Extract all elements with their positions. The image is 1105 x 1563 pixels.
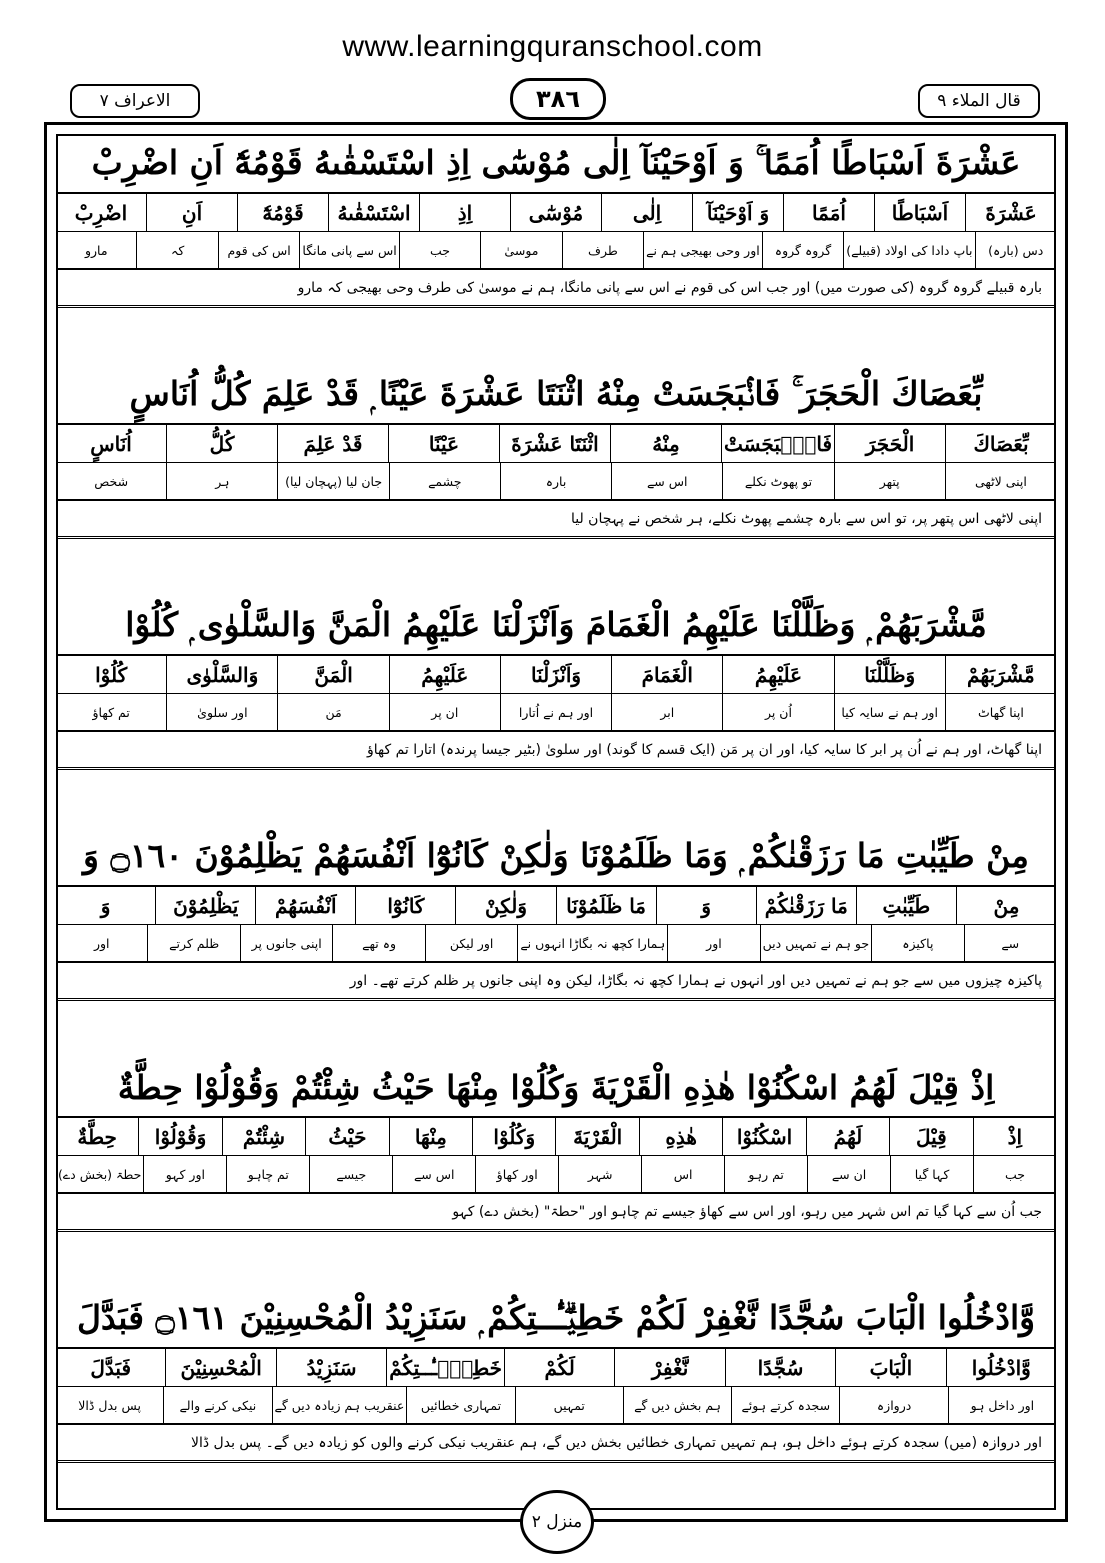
meaning-cell: اور لیکن [425, 925, 517, 961]
word-row [56, 887, 1056, 925]
meaning-cell: اور ہم نے سایہ کیا [834, 694, 945, 730]
meaning-cell: موسیٰ [480, 232, 561, 268]
word-cell: بِّعَصَاكَ [945, 425, 1056, 462]
word-cell: عَلَيْهِمُ [389, 656, 500, 693]
meaning-cell: سے [964, 925, 1056, 961]
meaning-cell: ظلم کرتے [147, 925, 239, 961]
meaning-cell: اور داخل ہو [948, 1387, 1056, 1423]
word-cell: وَّادْخُلُوا [946, 1349, 1056, 1386]
meaning-cell: ہمارا کچھ نہ بگاڑا انہوں نے [517, 925, 667, 961]
word-cell: حَيْثُ [305, 1118, 388, 1155]
meaning-cell: اور [667, 925, 759, 961]
word-cell: اسْكُنُوْا [722, 1118, 805, 1155]
word-cell: وَ [100, 893, 111, 918]
meaning-cell: باپ دادا کی اولاد (قبیلے) [843, 232, 974, 268]
translation-text: پاکیزہ چیزوں میں سے جو ہم نے تمہیں دیں اور انہوں نے ہمارا کچھ نہ بگاڑا، لیکن وہ اپنی جانوں پر ظلم کرتے تھے۔ اور [56, 963, 1056, 1001]
meaning-cell: اس سے پانی مانگا [299, 232, 398, 268]
word-cell: نَّغْفِرْ [614, 1349, 724, 1386]
word-cell: وَقُوْلُوْا [138, 1118, 221, 1155]
meaning-cell: جان لیا (پہچان لیا) [277, 463, 388, 499]
word-cell: الْقَرْيَةَ [555, 1118, 638, 1155]
word-cell: مِنْهُ [610, 425, 721, 462]
word-cell: كُلُوْا [95, 662, 128, 687]
meaning-cell: اس سے [611, 463, 722, 499]
word-cell: قِيْلَ [889, 1118, 972, 1155]
meaning-row [56, 232, 1056, 270]
meaning-row [56, 1156, 1056, 1194]
translation-text: بارہ قبیلے گروہ گروہ (کی صورت میں) اور جب اس کی قوم نے اس سے پانی مانگا، ہم نے موسیٰ کی طرف وحی بھیجی کہ مارو [56, 270, 1056, 308]
meaning-cell: اور کھاؤ [475, 1156, 558, 1192]
manzil-badge: منزل ٢ [520, 1490, 594, 1554]
meaning-cell: بارہ [500, 463, 611, 499]
meaning-cell: تمہیں [515, 1387, 623, 1423]
word-cell: وَلٰكِنْ [455, 887, 555, 924]
word-cell: الْغَمَامَ [611, 656, 722, 693]
word-cell: وَاَنْزَلْنَا [500, 656, 611, 693]
site-url: www.learningquranschool.com [342, 30, 763, 63]
word-cell: فَبَدَّلَ [90, 1355, 132, 1380]
word-cell: الْحَجَرَ [834, 425, 945, 462]
word-row [56, 194, 1056, 232]
meaning-cell: ہر [166, 463, 277, 499]
meaning-cell: اپنا گھاٹ [945, 694, 1056, 730]
surah-label: الاعراف ٧ [70, 84, 200, 118]
meaning-cell: ہم بخش دیں گے [623, 1387, 731, 1423]
verse-section-3 [56, 596, 1056, 770]
meaning-cell: کہ [136, 232, 217, 268]
meaning-cell: طرف [562, 232, 643, 268]
verse-text: بِّعَصَاكَ الْحَجَرَ ۚ فَانْۢبَجَسَتْ مِنْهُ اثْنَتَا عَشْرَةَ عَيْنًا ۭ قَدْ عَلِمَ كُلُّ اُنَاسٍ [56, 365, 1056, 425]
verse-section-2 [56, 365, 1056, 539]
translation-text: جب اُن سے کہا گیا تم اس شہر میں رہو، اور اس سے کھاؤ جیسے تم چاہو اور "حطۃ" (بخش دے) کہو [56, 1194, 1056, 1232]
meaning-cell: عنقریب ہم زیادہ دیں گے [272, 1387, 407, 1423]
word-cell: مَّشْرَبَهُمْ [945, 656, 1056, 693]
meaning-cell: تو پھوٹ نکلے [722, 463, 833, 499]
meaning-cell: اور وحی بھیجی ہم نے [643, 232, 762, 268]
meaning-cell: سجدہ کرتے ہوئے [731, 1387, 839, 1423]
meaning-cell: مارو [84, 242, 108, 258]
meaning-cell: ابر [611, 694, 722, 730]
meaning-cell: ان سے [807, 1156, 890, 1192]
meaning-cell: حطۃ (بخش دے) [57, 1166, 142, 1182]
word-cell: سُجَّدًا [725, 1349, 835, 1386]
word-cell: اضْرِبْ [74, 200, 128, 225]
meaning-cell: نیکی کرنے والے [163, 1387, 271, 1423]
word-cell: وَ اَوْحَيْنَآ [692, 194, 783, 231]
word-cell: مِنْهَا [389, 1118, 472, 1155]
word-cell: قَدْ عَلِمَ [277, 425, 388, 462]
meaning-row [56, 1387, 1056, 1425]
verse-text: مَّشْرَبَهُمْ ۭ وَظَلَّلْنَا عَلَيْهِمُ الْغَمَامَ وَاَنْزَلْنَا عَلَيْهِمُ الْمَنَّ وَالسَّلْوٰى ۭ كُلُوْا [56, 596, 1056, 656]
meaning-cell: اور کہو [143, 1156, 226, 1192]
meaning-cell: اپنی لاٹھی [945, 463, 1056, 499]
word-cell: كُلُّ [166, 425, 277, 462]
meaning-cell: پاکیزہ [871, 925, 963, 961]
word-cell: عَشْرَةَ [965, 194, 1056, 231]
meaning-cell: جب [973, 1156, 1056, 1192]
meaning-cell: تمہاری خطائیں [406, 1387, 514, 1423]
meaning-row [56, 925, 1056, 963]
word-cell: طَيِّبٰتِ [856, 887, 956, 924]
meaning-cell: تم رہو [724, 1156, 807, 1192]
meaning-cell: جب [399, 232, 480, 268]
meaning-cell: اور ہم نے اُتارا [500, 694, 611, 730]
word-cell: فَانْۢبَجَسَتْ [721, 425, 834, 462]
verse-section-4 [56, 827, 1056, 1001]
meaning-cell: تم چاہو [226, 1156, 309, 1192]
word-cell: الْمُحْسِنِيْنَ [165, 1349, 275, 1386]
word-cell: وَالسَّلْوٰى [166, 656, 277, 693]
verse-text: وَّادْخُلُوا الْبَابَ سُجَّدًا نَّغْفِرْ لَكُمْ خَطِيْۗـٰٔــتِكُمْ ۭ سَنَزِيْدُ الْمُحْسِنِيْنَ ۝١٦١ فَبَدَّلَ [56, 1289, 1056, 1349]
word-cell: مِنْ [956, 887, 1056, 924]
verse-section-5 [56, 1058, 1056, 1232]
word-cell: اُنَاسٍ [90, 431, 132, 456]
word-cell: شِئْتُمْ [222, 1118, 305, 1155]
word-cell: اَنِ [146, 194, 237, 231]
word-cell: اسْتَسْقٰىهُ [328, 194, 419, 231]
word-cell: يَظْلِمُوْنَ [155, 887, 255, 924]
meaning-cell: کہا گیا [890, 1156, 973, 1192]
word-cell: عَيْنًا [388, 425, 499, 462]
word-cell: مَا ظَلَمُوْنَا [556, 887, 656, 924]
meaning-cell: وہ تھے [332, 925, 424, 961]
word-cell: مُوْسٰٓى [510, 194, 601, 231]
meaning-cell: اُن پر [722, 694, 833, 730]
page-number: ٣٨٦ [510, 78, 606, 120]
meaning-cell: اس سے [392, 1156, 475, 1192]
verse-section-1 [56, 134, 1056, 308]
word-cell: اِذْ [973, 1118, 1056, 1155]
word-cell: حِطَّةٌ [77, 1124, 117, 1149]
meaning-cell: تم کھاؤ [92, 704, 130, 720]
word-cell: قَوْمُهٗٓ [237, 194, 328, 231]
verse-section-6 [56, 1289, 1056, 1463]
meaning-cell: ان پر [389, 694, 500, 730]
verse-text: عَشْرَةَ اَسْبَاطًا اُمَمًا ۚ وَ اَوْحَيْنَآ اِلٰى مُوْسٰٓى اِذِ اسْتَسْقٰىهُ قَوْمُهٗٓ اَنِ اضْرِبْ [56, 134, 1056, 194]
word-cell: اَسْبَاطًا [874, 194, 965, 231]
word-cell: لَهُمُ [806, 1118, 889, 1155]
word-cell: اثْنَتَا عَشْرَةَ [499, 425, 610, 462]
word-cell: سَنَزِيْدُ [276, 1349, 386, 1386]
meaning-row [56, 694, 1056, 732]
verse-text: مِنْ طَيِّبٰتِ مَا رَزَقْنٰكُمْ ۭ وَمَا ظَلَمُوْنَا وَلٰكِنْ كَانُوْٓا اَنْفُسَهُمْ يَظْلِمُوْنَ ۝١٦٠ وَ [56, 827, 1056, 887]
word-cell: اَنْفُسَهُمْ [255, 887, 355, 924]
word-cell: وَكُلُوْا [472, 1118, 555, 1155]
meaning-cell: اس کی قوم [218, 232, 299, 268]
meaning-cell: جو ہم نے تمہیں دیں [760, 925, 871, 961]
word-cell: الْمَنَّ [277, 656, 388, 693]
meaning-cell: جیسے [309, 1156, 392, 1192]
translation-text: اپنی لاٹھی اس پتھر پر، تو اس سے بارہ چشمے پھوٹ نکلے، ہر شخص نے پہچان لیا [56, 501, 1056, 539]
meaning-cell: دس (بارہ) [975, 232, 1056, 268]
meaning-cell: پس بدل ڈالا [78, 1397, 141, 1413]
verse-text: اِذْ قِيْلَ لَهُمُ اسْكُنُوْا هٰذِهِ الْقَرْيَةَ وَكُلُوْا مِنْهَا حَيْثُ شِئْتُمْ وَقُوْلُوْا حِطَّةٌ [56, 1058, 1056, 1118]
meaning-cell: اور [93, 935, 110, 951]
meaning-cell: دروازہ [839, 1387, 947, 1423]
translation-text: اپنا گھاٹ، اور ہم نے اُن پر ابر کا سایہ کیا، اور ان پر مَن (ایک قسم کا گوند) اور سلویٰ (بٹیر جیسا پرندہ) اتارا تم کھاؤ [56, 732, 1056, 770]
word-row [56, 656, 1056, 694]
word-cell: وَ [656, 887, 756, 924]
meaning-cell: اور سلویٰ [166, 694, 277, 730]
word-row [56, 1349, 1056, 1387]
word-row [56, 1118, 1056, 1156]
meaning-cell: شخص [94, 473, 129, 489]
word-cell: خَطِيْۗـٰٔــتِكُمْ [386, 1349, 504, 1386]
meaning-cell: اس [641, 1156, 724, 1192]
word-cell: عَلَيْهِمُ [722, 656, 833, 693]
word-cell: وَظَلَّلْنَا [834, 656, 945, 693]
word-cell: هٰذِهِ [639, 1118, 722, 1155]
word-cell: مَا رَزَقْنٰكُمْ [756, 887, 856, 924]
meaning-cell: گروہ گروہ [762, 232, 843, 268]
word-cell: كَانُوْٓا [355, 887, 455, 924]
meaning-cell: پتھر [834, 463, 945, 499]
translation-text: اور دروازہ (میں) سجدہ کرتے ہوئے داخل ہو، ہم تمہیں تمہاری خطائیں بخش دیں گے، ہم عنقریب نیکی کرنے والوں کو زیادہ دیں گے۔ پس بدل ڈالا [56, 1425, 1056, 1463]
word-cell: اِلٰى [601, 194, 692, 231]
word-cell: اِذِ [419, 194, 510, 231]
meaning-cell: اپنی جانوں پر [240, 925, 332, 961]
word-cell: اُمَمًا [783, 194, 874, 231]
word-row [56, 425, 1056, 463]
meaning-cell: چشمے [389, 463, 500, 499]
meaning-cell: مَن [277, 694, 388, 730]
juz-label: قال الملاء ٩ [918, 84, 1040, 118]
word-cell: لَكُمْ [504, 1349, 614, 1386]
word-cell: الْبَابَ [835, 1349, 945, 1386]
meaning-cell: شہر [558, 1156, 641, 1192]
meaning-row [56, 463, 1056, 501]
